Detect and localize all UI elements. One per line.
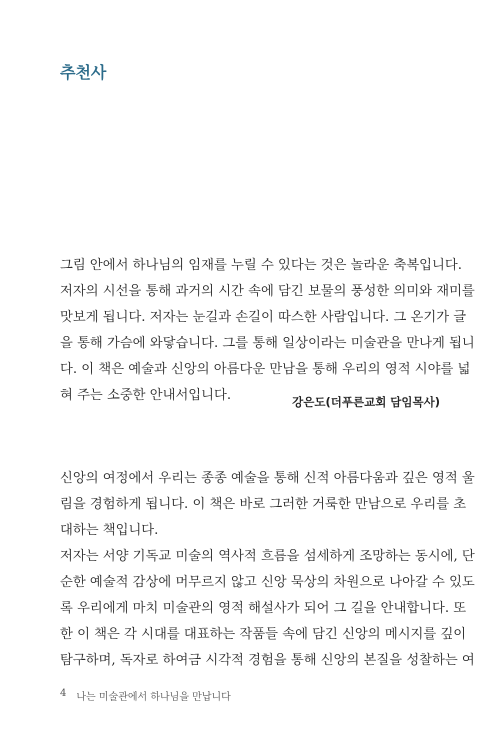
text-line: 한 이 책은 각 시대를 대표하는 작품들 속에 담긴 신앙의 메시지를 깊이 (60, 627, 467, 642)
text-line: 저자는 서양 기독교 미술의 역사적 흐름을 섬세하게 조망하는 동시에, 단 (60, 549, 475, 564)
page-number: 4 (60, 688, 67, 699)
recommendation-paragraph-2 (60, 466, 475, 674)
text-line: 을 통해 가슴에 와닿습니다. 그를 통해 일상이라는 미술관을 만나게 됩니 (60, 336, 475, 351)
text-line: 림을 경험하게 됩니다. 이 책은 바로 그러한 거룩한 만남으로 우리를 초 (60, 497, 467, 512)
text-line: 그림 안에서 하나님의 임재를 누릴 수 있다는 것은 놀라운 축복입니다. (60, 258, 462, 273)
text-line: 맛보게 됩니다. 저자는 눈길과 손길이 따스한 사람입니다. 그 온기가 글 (60, 310, 467, 325)
text-line: 탐구하며, 독자로 하여금 시각적 경험을 통해 신앙의 본질을 성찰하는 여 (60, 653, 475, 668)
text-line: 순한 예술적 감상에 머무르지 않고 신앙 묵상의 차원으로 나아갈 수 있도 (60, 575, 475, 590)
text-line: 다. 이 책은 예술과 신앙의 아름다운 만남을 통해 우리의 영적 시야를 넓 (60, 362, 471, 377)
recommender-signature: 강은도(더푸른교회 담임목사) (292, 395, 440, 409)
recommendation-paragraph-1 (60, 253, 475, 409)
text-line: 신앙의 여정에서 우리는 종종 예술을 통해 신적 아름다움과 깊은 영적 울 (60, 471, 475, 486)
text-line: 저자의 시선을 통해 과거의 시간 속에 담긴 보물의 풍성한 의미와 재미를 (60, 284, 475, 299)
running-title: 나는 미술관에서 하나님을 만납니다 (76, 692, 231, 703)
section-title: 추천사 (60, 63, 107, 82)
page-footer (60, 688, 231, 703)
text-line: 혀 주는 소중한 안내서입니다. (60, 388, 232, 403)
text-line: 록 우리에게 마치 미술관의 영적 해설사가 되어 그 길을 안내합니다. 또 (60, 601, 467, 616)
text-line: 대하는 책입니다. (60, 523, 159, 538)
